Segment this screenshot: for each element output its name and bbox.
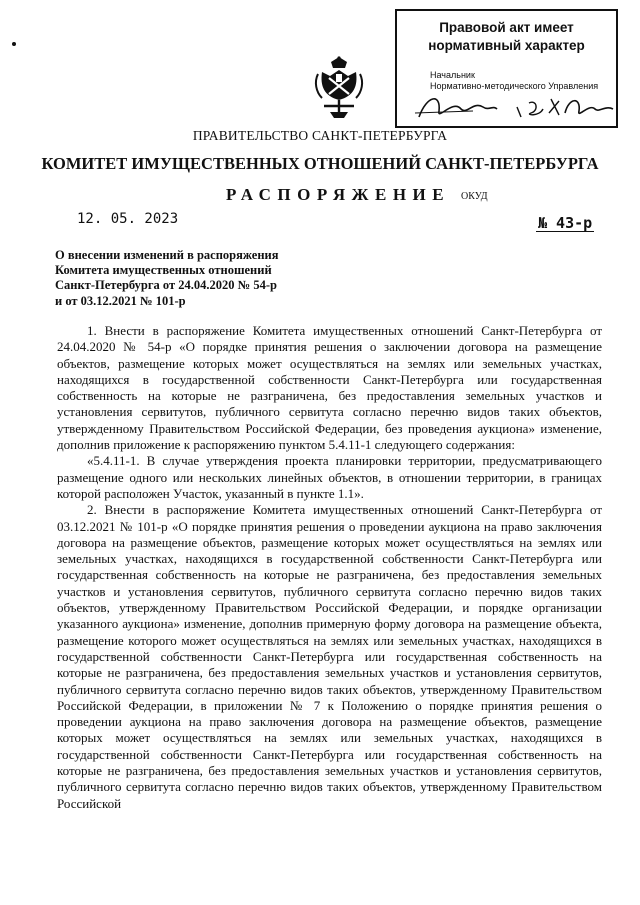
stamp-line-1: Правовой акт имеет	[439, 20, 574, 35]
committee-title: КОМИТЕТ ИМУЩЕСТВЕННЫХ ОТНОШЕНИЙ САНКТ-ПЕТЕРБУРГА	[41, 154, 599, 173]
document-body	[57, 323, 602, 812]
paragraph-1: 1. Внести в распоряжение Комитета имущественных отношений Санкт-Петербурга от 24.04.2020 № 54-р «О порядке принятия решения о заключении договора на размещение объектов, размещение которых может осуществляться на землях или земельных участках, находящихся в государственной собственности Санкт-Петербурга или государственная собственность на которые не разграничена, без предоставления земельных участков и установления сервитутов, публичного сервитута согласно перечню видов таких объектов, утвержденному Правительством Российской Федерации, без проведения аукциона» изменение, дополнив приложение к распоряжению пунктом 5.4.11-1 следующего содержания:	[57, 323, 602, 453]
document-date: 12. 05. 2023	[77, 211, 179, 227]
signature-icon	[413, 91, 618, 125]
coat-of-arms-icon	[314, 56, 364, 120]
normative-stamp	[395, 9, 618, 128]
okud-label: ОКУД	[461, 191, 488, 202]
document-type: РАСПОРЯЖЕНИЕ	[226, 185, 451, 204]
stamp-role-1: Начальник	[430, 70, 475, 80]
document-subject	[55, 248, 278, 309]
paragraph-2: 2. Внести в распоряжение Комитета имущественных отношений Санкт-Петербурга от 03.12.2021 № 101-р «О порядке принятия решения о проведении аукциона на право заключения договора на размещение объектов, размещение которых может осуществляться на землях или земельных участках, находящихся в государственной собственности Санкт-Петербурга или государственная собственность на которые не разграничена, без предоставления земельных участков и установления сервитутов, публичного сервитута согласно перечню видов таких объектов, утвержденному Правительством Российской Федерации, и порядке организации указанного аукциона» изменение, дополнив примерную форму договора на размещение объекта, размещение которого может осуществляться на землях или земельных участках, находящихся в государственной собственности Санкт-Петербурга или государственная собственность на которые не разграничена, без предоставления земельных участков и установления сервитутов, публичного сервитута согласно перечню видов таких объектов, утвержденному Правительством Российской Федерации, в приложении № 7 к Положению о порядке принятия решения о проведении аукциона на право заключения договора на размещение объектов, размещение которых может осуществляться на землях или земельных участках, находящихся в государственной собственности Санкт-Петербурга или государственная собственность на которые не разграничена, без предоставления земельных участков и установления сервитутов, публичного сервитута согласно перечню видов таких объектов, утвержденному Правительством Российской	[57, 502, 602, 811]
subject-line: и от 03.12.2021 № 101-р	[55, 293, 186, 308]
number-underline	[536, 231, 594, 232]
stamp-role-2: Нормативно-методического Управления	[430, 81, 599, 91]
stamp-line-2: нормативный характер	[428, 38, 585, 53]
scan-artifact-dot	[12, 42, 16, 46]
subject-line: О внесении изменений в распоряжения	[55, 248, 279, 262]
paragraph-quote: «5.4.11-1. В случае утверждения проекта планировки территории, предусматривающего размещение одного или нескольких линейных объектов, в отношении территории, в границах которой расположен Участок, указанный в пункте 1.1».	[57, 453, 602, 501]
document-number: № 43-р	[538, 214, 593, 232]
government-title: ПРАВИТЕЛЬСТВО САНКТ-ПЕТЕРБУРГА	[192, 128, 448, 143]
subject-line: Комитета имущественных отношений	[55, 263, 272, 278]
subject-line: Санкт-Петербурга от 24.04.2020 № 54-р	[55, 278, 277, 293]
